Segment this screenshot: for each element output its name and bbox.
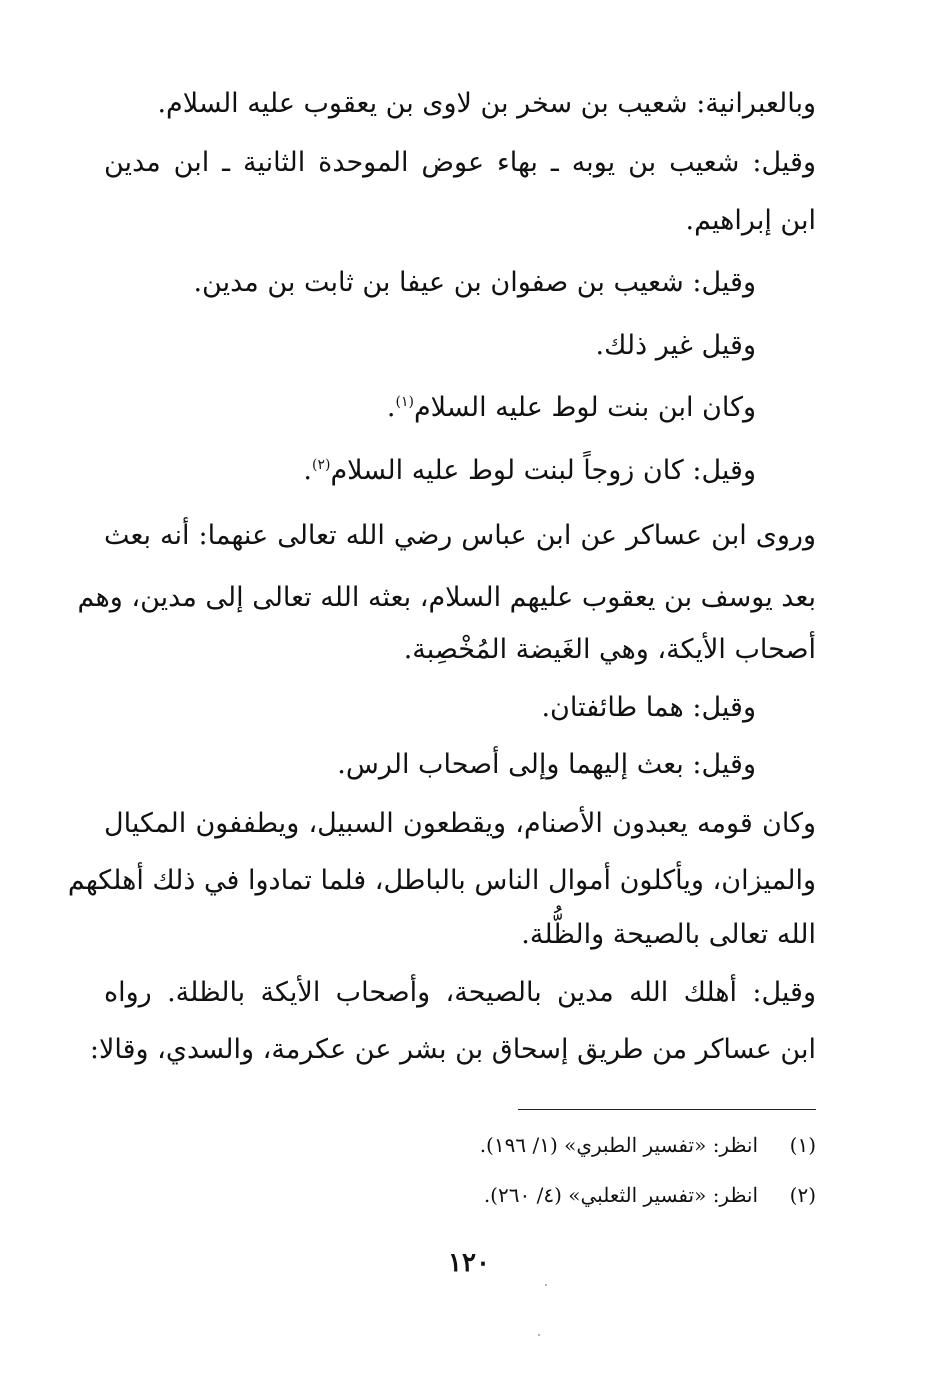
text-line-7-end: . <box>303 455 312 486</box>
text-line-3: ابن إبراهيم. <box>685 205 816 236</box>
text-line-6-body: وكان ابن بنت لوط عليه السلام <box>413 392 756 423</box>
scan-speck <box>538 1334 540 1336</box>
footnote-2 <box>484 1180 816 1210</box>
page-number: ١٢٠ <box>448 1248 490 1278</box>
text-line-12: وقيل: بعث إليهما وإلى أصحاب الرس. <box>337 749 756 780</box>
text-line-14: والميزان، ويأكلون أموال الناس بالباطل، فلما تمادوا في ذلك أهلكهم <box>67 865 816 896</box>
text-line-2: وقيل: شعيب بن يوبه ـ بهاء عوض الموحدة الثانية ـ ابن مدين <box>104 147 816 178</box>
footnote-1-text: انظر: «تفسير الطبري» (١/ ١٩٦). <box>479 1133 758 1157</box>
scan-speck <box>545 1284 547 1286</box>
text-line-5: وقيل غير ذلك. <box>595 330 756 361</box>
text-line-4: وقيل: شعيب بن صفوان بن عيفا بن ثابت بن مدين. <box>193 267 756 298</box>
text-line-7-body: وقيل: كان زوجاً لبنت لوط عليه السلام <box>330 455 756 486</box>
footnote-2-number: (٢) <box>789 1183 816 1207</box>
text-line-15: الله تعالى بالصيحة والظُّلة. <box>521 919 816 950</box>
text-line-11: وقيل: هما طائفتان. <box>541 692 756 723</box>
text-line-10: أصحاب الأيكة، وهي الغَيضة المُخْصِبة. <box>403 634 816 665</box>
footnote-ref-1[interactable]: (١) <box>395 394 414 410</box>
footnote-1 <box>480 1130 816 1160</box>
footnote-ref-2[interactable]: (٢) <box>312 457 331 473</box>
text-line-9: بعد يوسف بن يعقوب عليهم السلام، بعثه الله تعالى إلى مدين، وهم <box>77 582 816 613</box>
text-line-6 <box>387 388 756 428</box>
text-line-17: ابن عساكر من طريق إسحاق بن بشر عن عكرمة، والسدي، وقالا: <box>89 1034 816 1065</box>
text-line-6-end: . <box>386 392 396 423</box>
footnote-separator <box>518 1109 816 1110</box>
text-line-8: وروى ابن عساكر عن ابن عباس رضي الله تعالى عنهما: أنه بعث <box>104 520 816 551</box>
footnote-2-text: انظر: «تفسير الثعلبي» (٤/ ٢٦٠). <box>483 1183 758 1207</box>
footnote-1-number: (١) <box>789 1133 816 1157</box>
text-line-7 <box>303 451 756 491</box>
text-line-16: وقيل: أهلك الله مدين بالصيحة، وأصحاب الأيكة بالظلة. رواه <box>104 977 816 1008</box>
text-line-1: وبالعبرانية: شعيب بن سخر بن لاوى بن يعقوب عليه السلام. <box>157 88 816 119</box>
text-line-13: وكان قومه يعبدون الأصنام، ويقطعون السبيل، ويطففون المكيال <box>104 808 816 839</box>
